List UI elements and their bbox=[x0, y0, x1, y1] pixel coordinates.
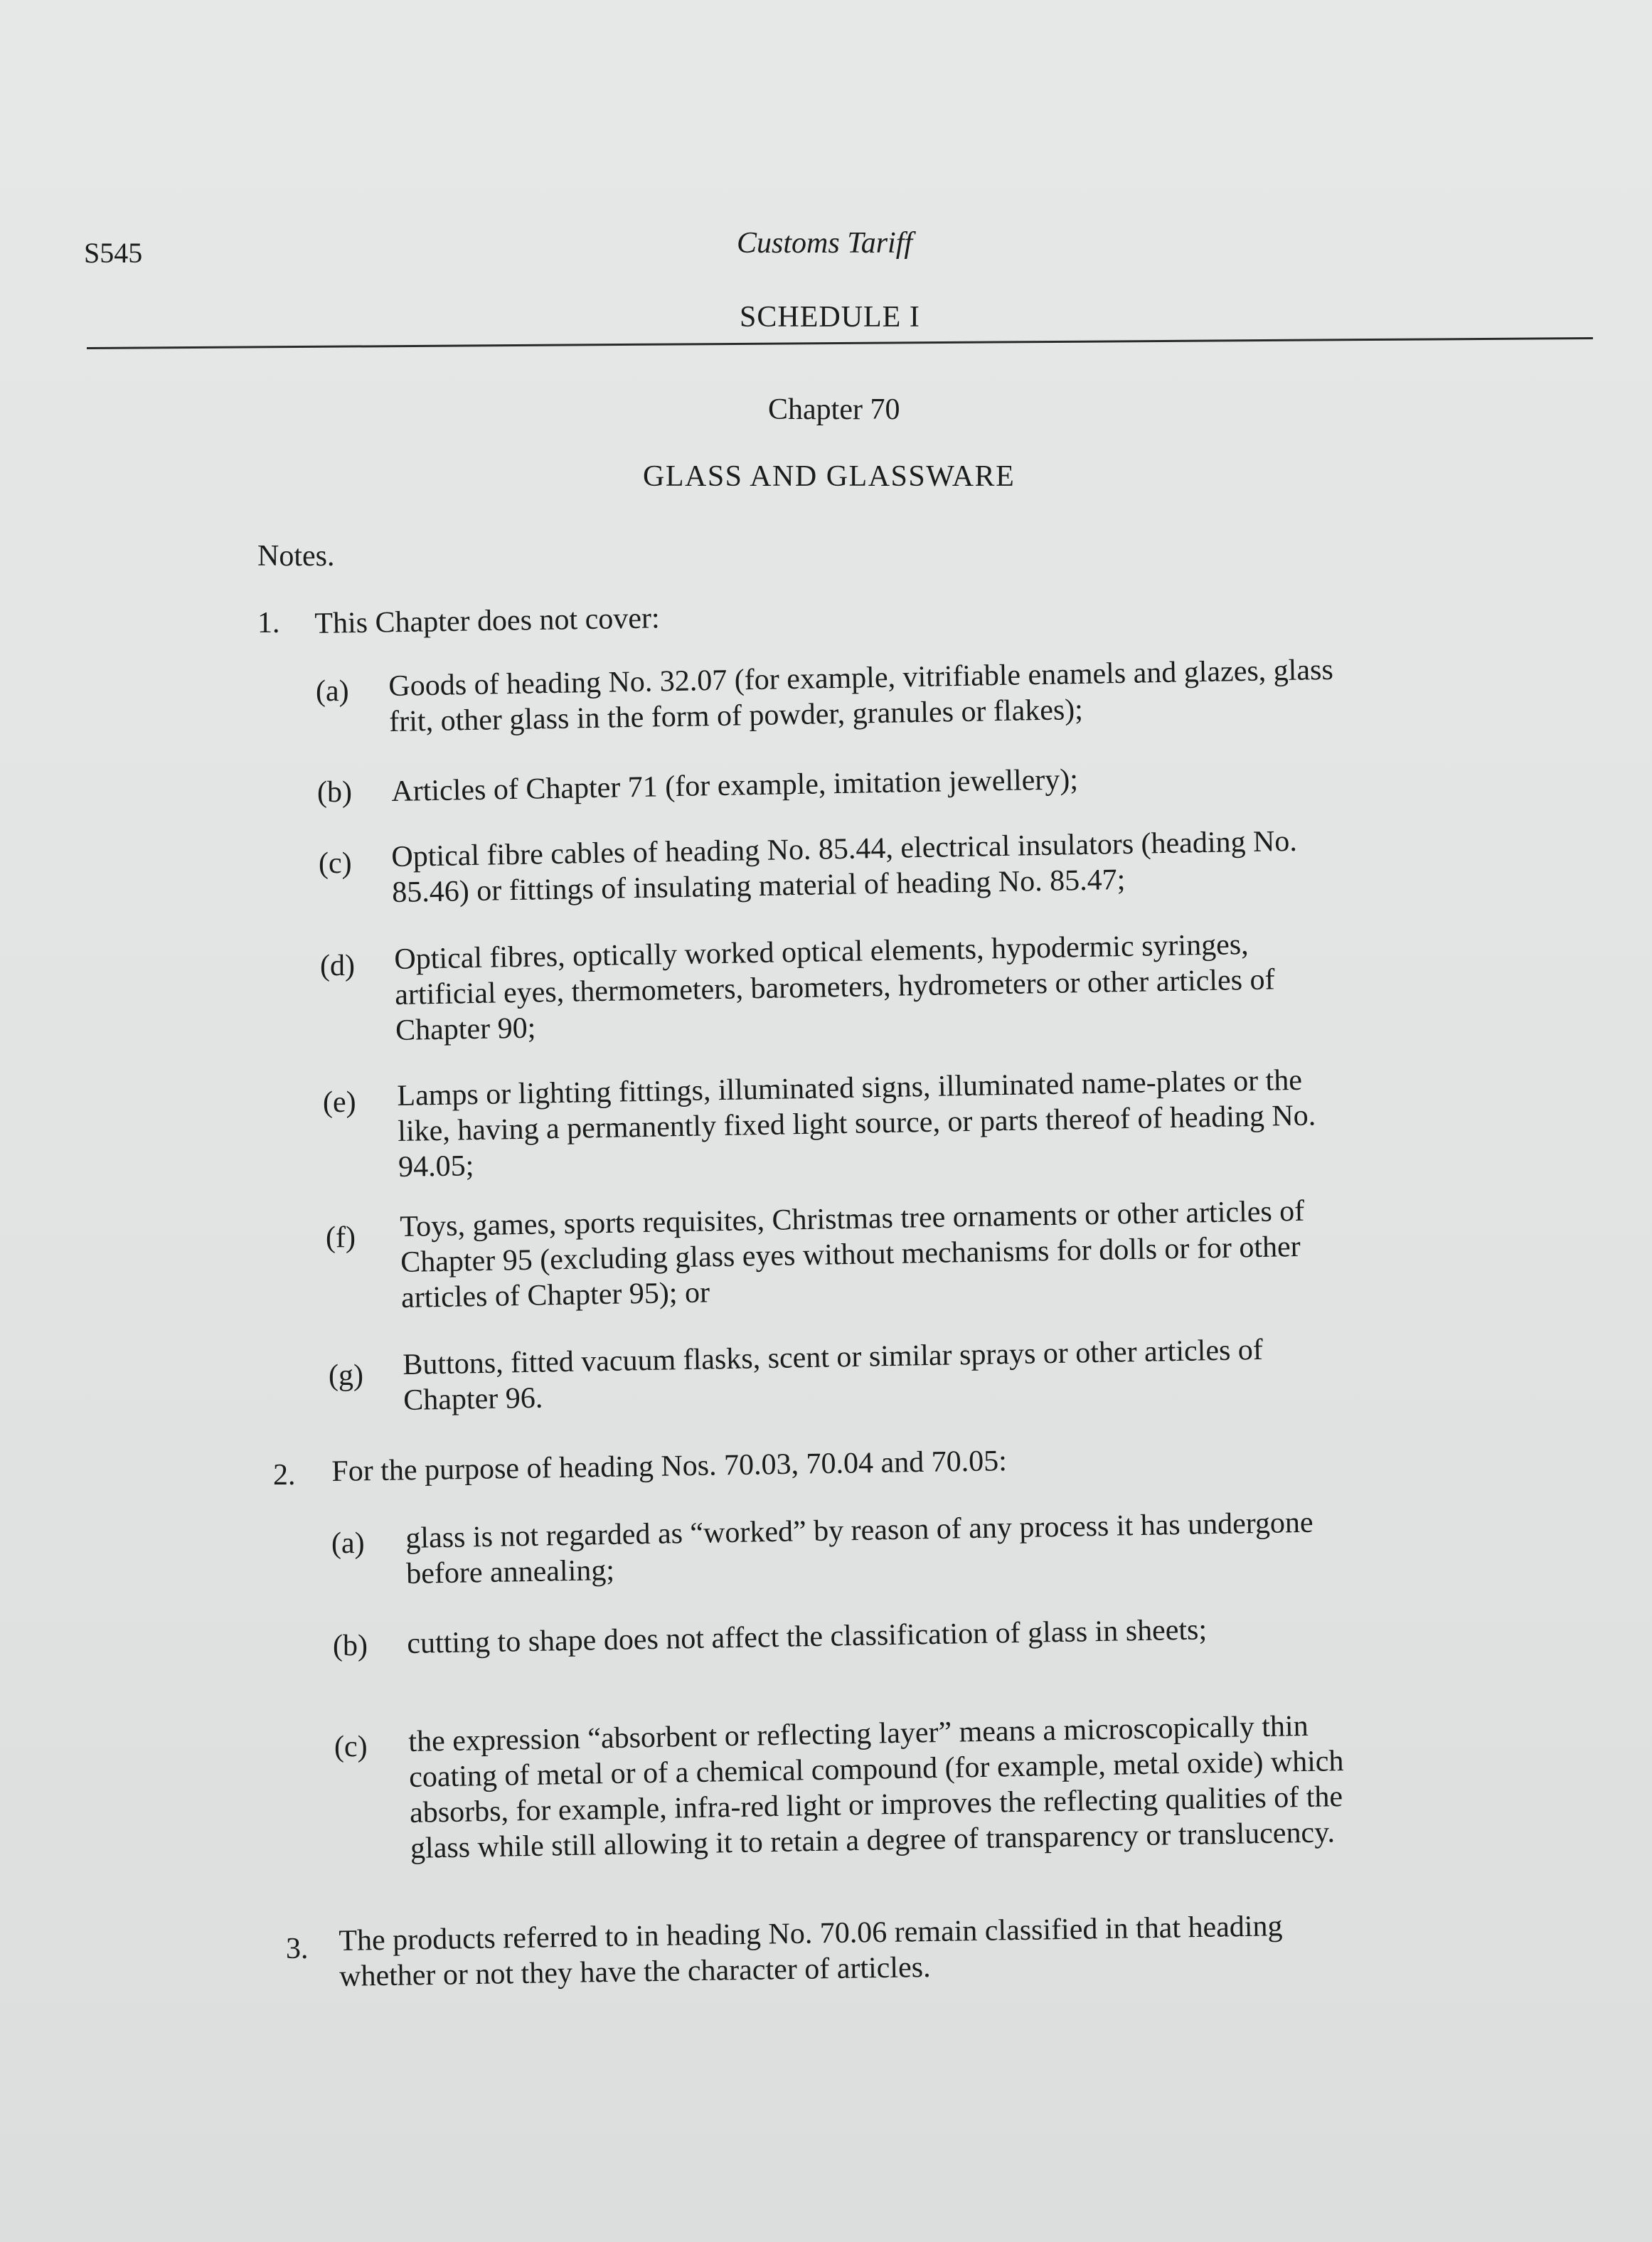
item-text: glass is not regarded as “worked” by reason of any process it has undergone before annealing; bbox=[405, 1506, 1314, 1590]
chapter-number: Chapter 70 bbox=[768, 393, 900, 426]
item-text: Articles of Chapter 71 (for example, imitation jewellery); bbox=[391, 763, 1079, 808]
header-rule bbox=[87, 337, 1593, 349]
note-text: For the purpose of heading Nos. 70.03, 70.04 and 70.05: bbox=[331, 1445, 1008, 1488]
note-number: 3. bbox=[286, 1933, 309, 1965]
item-letter: (a) bbox=[316, 675, 349, 708]
item-text: Lamps or lighting fittings, illuminated signs, illuminated name-plates or the like, having a permanently fixed light source, or parts thereof of heading No. 94.05; bbox=[397, 1063, 1316, 1184]
item-letter: (b) bbox=[317, 776, 352, 809]
item-text: the expression “absorbent or reflecting layer” means a microscopically thin coating of metal or of a chemical compound (for example, metal oxide) which absorbs, for example, infra-red light or improves the reflecting qualities of the glass while still allowing it to retain a degree of transparency or translucency. bbox=[408, 1709, 1344, 1865]
item-letter: (g) bbox=[329, 1359, 363, 1392]
item-text: Toys, games, sports requisites, Christmas tree ornaments or other articles of Chapter 95 (excluding glass eyes without mechanisms for dolls or for other articles of Chapter 95); or bbox=[400, 1194, 1305, 1314]
item-letter: (d) bbox=[320, 950, 355, 982]
note-text: This Chapter does not cover: bbox=[314, 602, 660, 640]
note-number: 2. bbox=[273, 1459, 296, 1492]
item-text: Optical fibre cables of heading No. 85.44, electrical insulators (heading No. 85.46) or fittings of insulating material of heading No. 85.47; bbox=[391, 824, 1298, 909]
item-letter: (c) bbox=[319, 847, 352, 880]
note-number: 1. bbox=[257, 607, 280, 639]
schedule-heading: SCHEDULE I bbox=[740, 301, 920, 334]
item-text: Buttons, fitted vacuum flasks, scent or similar sprays or other articles of Chapter 96. bbox=[403, 1333, 1264, 1417]
chapter-title: GLASS AND GLASSWARE bbox=[643, 460, 1016, 493]
item-letter: (f) bbox=[326, 1221, 356, 1254]
note-text: The products referred to in heading No. 70.06 remain classified in that heading whether or not they have the character of articles. bbox=[339, 1910, 1283, 1993]
item-text: Optical fibres, optically worked optical elements, hypodermic syringes, artificial eyes, thermometers, barometers, hydrometers or other articles of Chapter 90; bbox=[394, 928, 1275, 1047]
item-letter: (b) bbox=[333, 1630, 368, 1662]
item-text: Goods of heading No. 32.07 (for example, vitrifiable enamels and glazes, glass frit, other glass in the form of powder, granules or flakes); bbox=[388, 653, 1334, 738]
item-letter: (e) bbox=[323, 1086, 356, 1119]
item-text: cutting to shape does not affect the classification of glass in sheets; bbox=[407, 1613, 1208, 1660]
notes-label: Notes. bbox=[257, 540, 335, 573]
item-letter: (a) bbox=[331, 1527, 365, 1560]
item-letter: (c) bbox=[334, 1731, 368, 1763]
running-title: Customs Tariff bbox=[737, 227, 913, 260]
page-number: S545 bbox=[84, 237, 143, 269]
